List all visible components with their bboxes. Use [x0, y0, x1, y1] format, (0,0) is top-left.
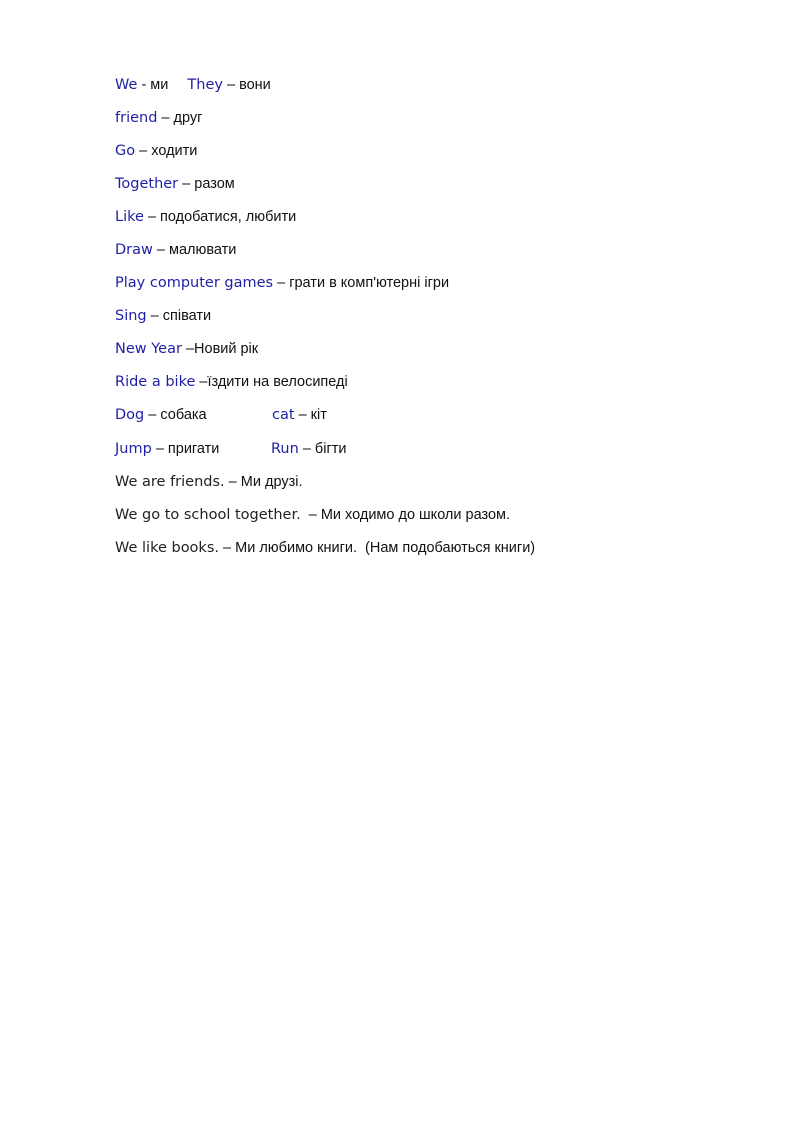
english-word: Like — [115, 209, 144, 225]
ukrainian-sentence: – Ми ходимо до школи разом. — [300, 507, 511, 523]
ukrainian-translation: – бігти — [298, 441, 347, 457]
english-sentence: We like books. — [115, 540, 219, 556]
ukrainian-sentence: – Ми друзі. — [224, 474, 303, 490]
vocab-line-new-year — [115, 339, 258, 359]
english-word: Dog — [115, 407, 145, 423]
ukrainian-translation: – ходити — [135, 143, 198, 159]
english-word: Run — [271, 441, 299, 457]
english-word: New Year — [115, 341, 182, 357]
ukrainian-translation: – кіт — [294, 407, 327, 423]
english-word: They — [187, 77, 223, 93]
ukrainian-translation: – друг — [157, 110, 203, 126]
vocab-line-like — [115, 207, 296, 227]
english-word: Play computer games — [115, 275, 274, 291]
english-word: Jump — [115, 441, 152, 457]
ukrainian-translation: - ми — [137, 77, 169, 93]
vocab-line-ride-a-bike — [115, 372, 348, 392]
ukrainian-sentence: – Ми любимо книги. (Нам подобаються книги) — [219, 540, 536, 556]
vocab-line-go — [115, 141, 197, 161]
english-sentence: We are friends. — [115, 474, 225, 490]
ukrainian-translation: –Новий рік — [181, 341, 259, 357]
english-word: Sing — [115, 308, 147, 324]
english-word: Ride a bike — [115, 374, 196, 390]
vocab-line-friend — [115, 108, 202, 128]
ukrainian-translation: – грати в комп'ютерні ігри — [273, 275, 450, 291]
english-word: cat — [272, 407, 295, 423]
english-word: Together — [115, 176, 179, 192]
vocab-line-together — [115, 174, 235, 194]
ukrainian-translation: – подобатися, любити — [143, 209, 297, 225]
english-word: Draw — [115, 242, 153, 258]
sentence-line-school — [115, 505, 510, 525]
ukrainian-translation: – співати — [146, 308, 212, 324]
english-word: Go — [115, 143, 136, 159]
vocab-line-jump-run — [115, 439, 347, 459]
vocab-line-we-they — [115, 75, 271, 95]
english-word: friend — [115, 110, 158, 126]
english-sentence: We go to school together. — [115, 507, 301, 523]
ukrainian-translation: – вони — [222, 77, 271, 93]
vocab-line-dog-cat — [115, 405, 327, 425]
ukrainian-translation: – пригати — [151, 441, 220, 457]
sentence-line-friends — [115, 472, 303, 492]
english-word: We — [115, 77, 138, 93]
ukrainian-translation: – малювати — [152, 242, 237, 258]
ukrainian-translation: –їздити на велосипеді — [195, 374, 348, 390]
vocab-line-draw — [115, 240, 236, 260]
sentence-line-books — [115, 538, 535, 558]
ukrainian-translation: – собака — [144, 407, 207, 423]
vocab-line-sing — [115, 306, 211, 326]
vocab-line-play-computer-games — [115, 273, 449, 293]
ukrainian-translation: – разом — [178, 176, 235, 192]
